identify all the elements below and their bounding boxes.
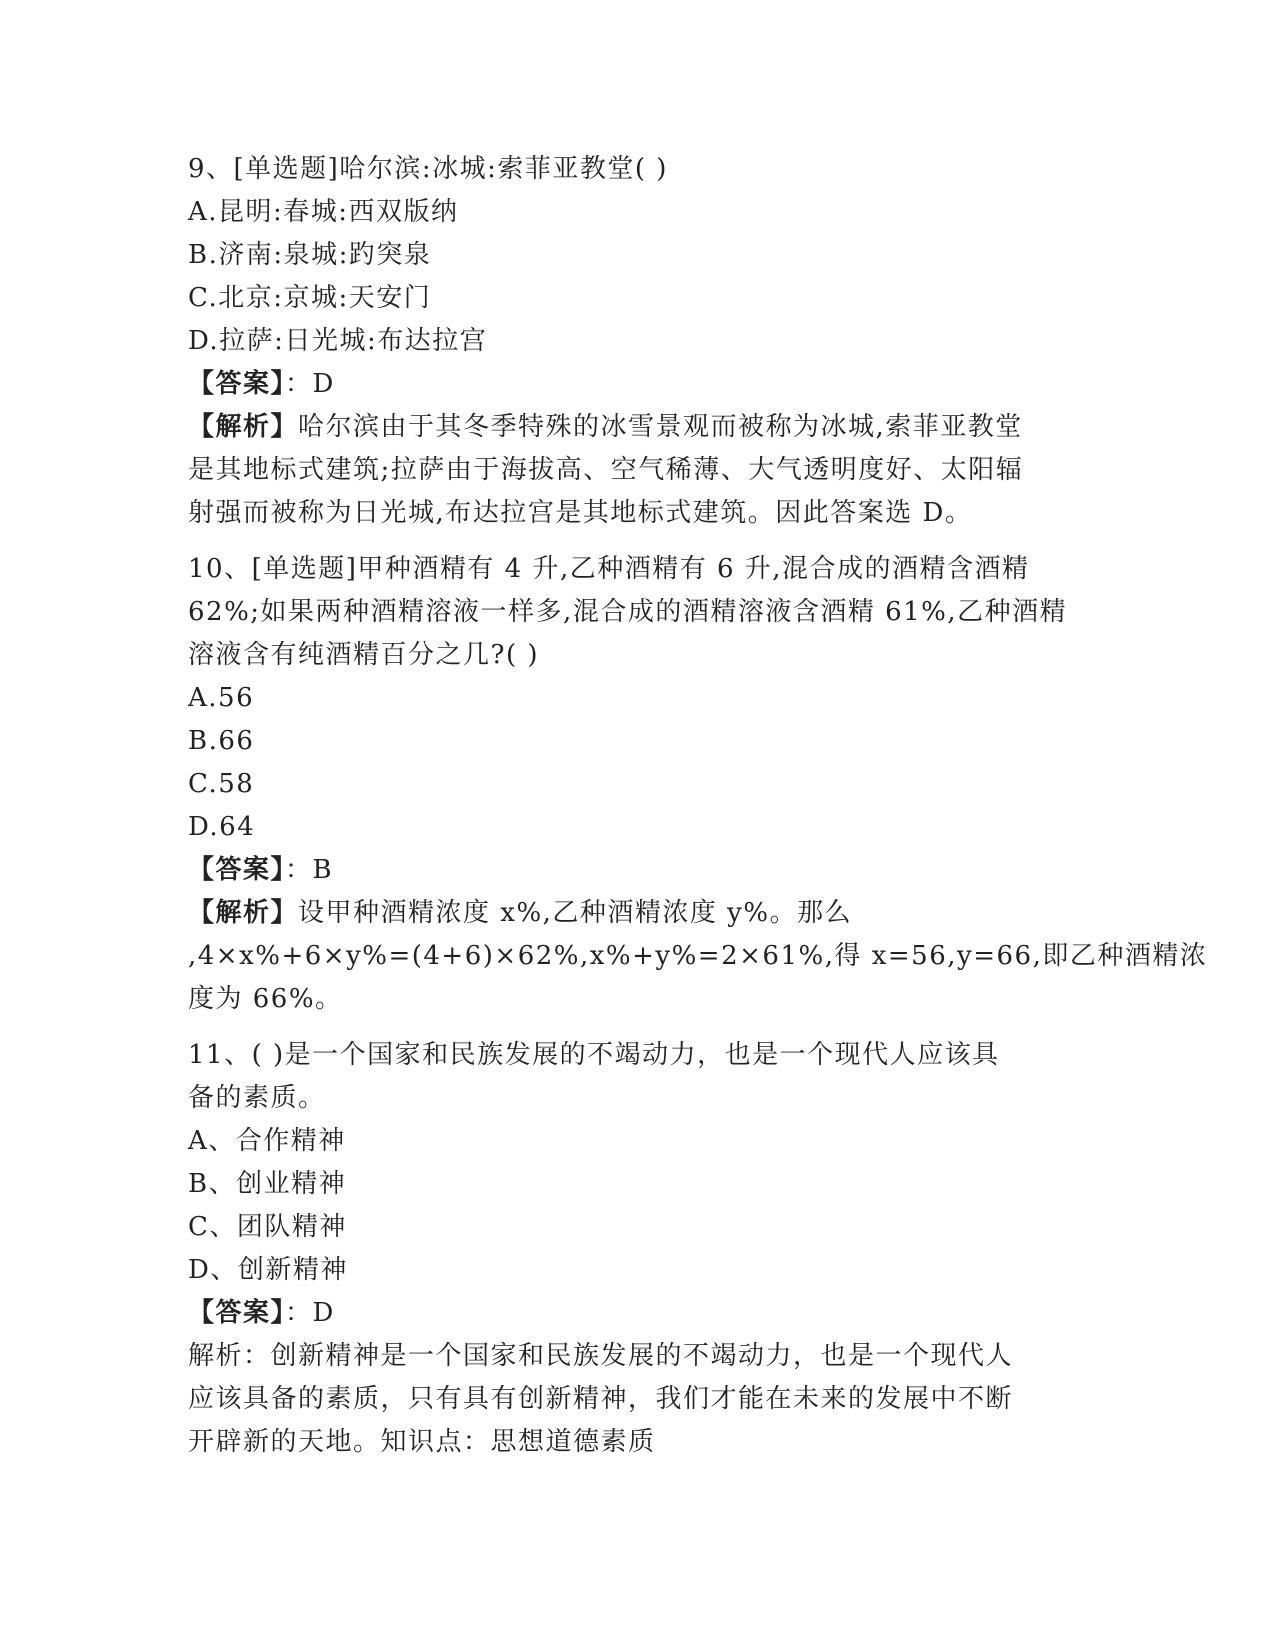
analysis-label: 【解析】	[188, 898, 299, 928]
spacer	[188, 535, 1088, 548]
analysis-label: 【解析】	[188, 412, 299, 442]
analysis-text: 射强而被称为日光城,布达拉宫是其地标式建筑。因此答案选 D。	[188, 498, 973, 528]
analysis-line	[188, 406, 1088, 449]
answer-label: 【答案】	[188, 1298, 286, 1328]
option-a: A、合作精神	[188, 1126, 346, 1156]
option-d: D、创新精神	[188, 1255, 348, 1285]
question-list	[188, 148, 1208, 1464]
answer-value: ：D	[285, 369, 335, 399]
answer-line	[188, 1292, 1088, 1335]
analysis-line	[188, 892, 1088, 935]
question-stem: 62%;如果两种酒精溶液一样多,混合成的酒精溶液含酒精 61%,乙种酒精	[188, 597, 1068, 627]
analysis-text: 开辟新的天地。知识点：思想道德素质	[188, 1427, 656, 1457]
option-c: C.北京:京城:天安门	[188, 283, 432, 313]
answer-line	[188, 849, 1088, 892]
question-stem: 10、[单选题]甲种酒精有 4 升,乙种酒精有 6 升,混合成的酒精含酒精	[188, 554, 1030, 584]
answer-value: ：B	[285, 855, 334, 885]
spacer	[188, 1021, 1088, 1034]
option-b: B.济南:泉城:趵突泉	[188, 240, 432, 270]
question-stem: 溶液含有纯酒精百分之几?( )	[188, 640, 539, 670]
option-d: D.拉萨:日光城:布达拉宫	[188, 326, 488, 356]
analysis-text: 设甲种酒精浓度 x%,乙种酒精浓度 y%。那么	[298, 898, 853, 928]
option-c: C、团队精神	[188, 1212, 347, 1242]
option-c: C.58	[188, 769, 255, 799]
answer-value: ：D	[285, 1298, 335, 1328]
analysis-text: ,4×x%+6×y%=(4+6)×62%,x%+y%=2×61%,得 x=56,y=66,即乙种酒精浓	[188, 941, 1208, 971]
option-a: A.昆明:春城:西双版纳	[188, 197, 459, 227]
answer-label: 【答案】	[188, 855, 286, 885]
question-stem: 备的素质。	[188, 1083, 326, 1113]
analysis-text: 解析：创新精神是一个国家和民族发展的不竭动力，也是一个现代人	[188, 1341, 1014, 1371]
answer-label: 【答案】	[188, 369, 286, 399]
option-a: A.56	[188, 683, 255, 713]
analysis-text: 哈尔滨由于其冬季特殊的冰雪景观而被称为冰城,索菲亚教堂	[298, 412, 1023, 442]
option-d: D.64	[188, 812, 256, 842]
question-stem: 11、( )是一个国家和民族发展的不竭动力，也是一个现代人应该具	[188, 1040, 1000, 1070]
question-stem: 9、[单选题]哈尔滨:冰城:索菲亚教堂( )	[188, 154, 668, 184]
analysis-text: 是其地标式建筑;拉萨由于海拔高、空气稀薄、大气透明度好、太阳辐	[188, 455, 1024, 485]
question-block	[188, 548, 1208, 1021]
answer-line	[188, 363, 1088, 406]
question-block	[188, 1034, 1088, 1464]
analysis-text: 应该具备的素质，只有具有创新精神，我们才能在未来的发展中不断	[188, 1384, 1014, 1414]
option-b: B、创业精神	[188, 1169, 347, 1199]
analysis-text: 度为 66%。	[188, 984, 343, 1014]
option-b: B.66	[188, 726, 255, 756]
question-block	[188, 148, 1088, 535]
